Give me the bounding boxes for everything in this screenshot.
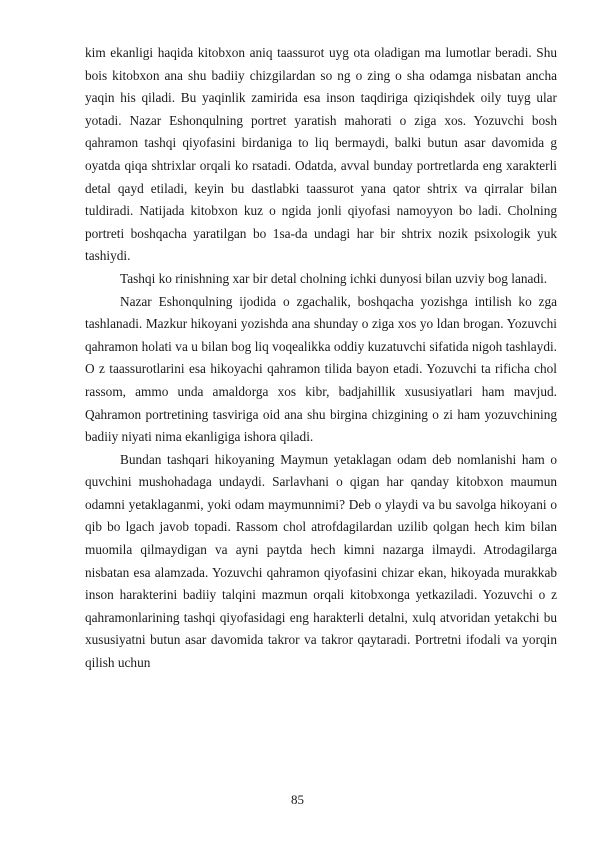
- page-number: 85: [291, 792, 304, 807]
- paragraph: Tashqi ko rinishning xar bir detal cholning ichki dunyosi bilan uzviy bog lanadi.: [120, 270, 548, 286]
- paragraph-continued: kim ekanligi haqida kitobxon aniq taassurot uyg ota oladigan ma lumotlar beradi. Shu bois kitobxon ana shu badiiy chizgilardan so ng o zing o sha odamga nisbatan ancha yaqin his qiladi. Bu yaqinlik zamirida esa inson taqdiriga qiziqishdek oily tuyg ular yotadi. Nazar Eshonqulning portret yaratish mahorati o ziga xos. Yozuvchi bosh qahramon tashqi qiyofasini birdaniga to liq bermaydi, balki butun asar davomida g oyatda qiqa shtrixlar orqali ko rsatadi. Odatda, avval bunday portretlarda eng xarakterli detal qayd etiladi, keyin bu dastlabki taassurot yana qator shtrix va qirralar bilan tuldiradi. Natijada kitobxon kuz o ngida jonli qiyofasi namoyyon bo ladi. Cholning portreti boshqacha yaratilgan bo 1sa-da undagi har bir shtrix nozik psixologik yuk tashiydi.: [85, 45, 557, 264]
- paragraph: Nazar Eshonqulning ijodida o zgachalik, boshqacha yozishga intilish ko zga tashlanadi. Mazkur hikoyani yozishda ana shunday o ziga xos yo ldan brogan. Yozuvchi qahramon holati va u bilan bog liq voqealikka oddiy kuzatuvchi sifatida nigoh tashlaydi. O z taassurotlarini esa hikoyachi qahramon tilida bayon etadi. Yozuvchi ta rificha chol rassom, ammo unda amaldorga xos kibr, badjahillik xususiyatlari ham mavjud. Qahramon portretining tasviriga oid ana shu birgina chizgining o zi ham yozuvchining badiiy niyati nima ekanligiga ishora qiladi.: [85, 293, 557, 445]
- body-text: [85, 42, 557, 675]
- paragraph: Bundan tashqari hikoyaning Maymun yetaklagan odam deb nomlanishi ham o quvchini mushohadaga undaydi. Sarlavhani o qigan har qanday kitobxon maumun odamni yetaklaganmi, yoki odam maymunnimi? Deb o ylaydi va bu savolga hikoyani o qib bo lgach javob topadi. Rassom chol atrofdagilardan uzilib qolgan hech kim bilan muomila qilmaydigan va ayni paytda hech kimni nazarga ilmaydi. Atrodagilarga nisbatan esa alamzada. Yozuvchi qahramon qiyofasini chizar ekan, hikoyada murakkab inson harakterini badiiy talqini mazmun orqali kitobxonga yetkaziladi. Yozuvchi o z qahramonlarining tashqi qiyofasidagi eng harakterli detalni, xulq atvoridan yetakchi bu xususiyatni butun asar davomida takror va takror qaytaradi. Portretni ifodali va yorqin qilish uchun: [85, 451, 557, 671]
